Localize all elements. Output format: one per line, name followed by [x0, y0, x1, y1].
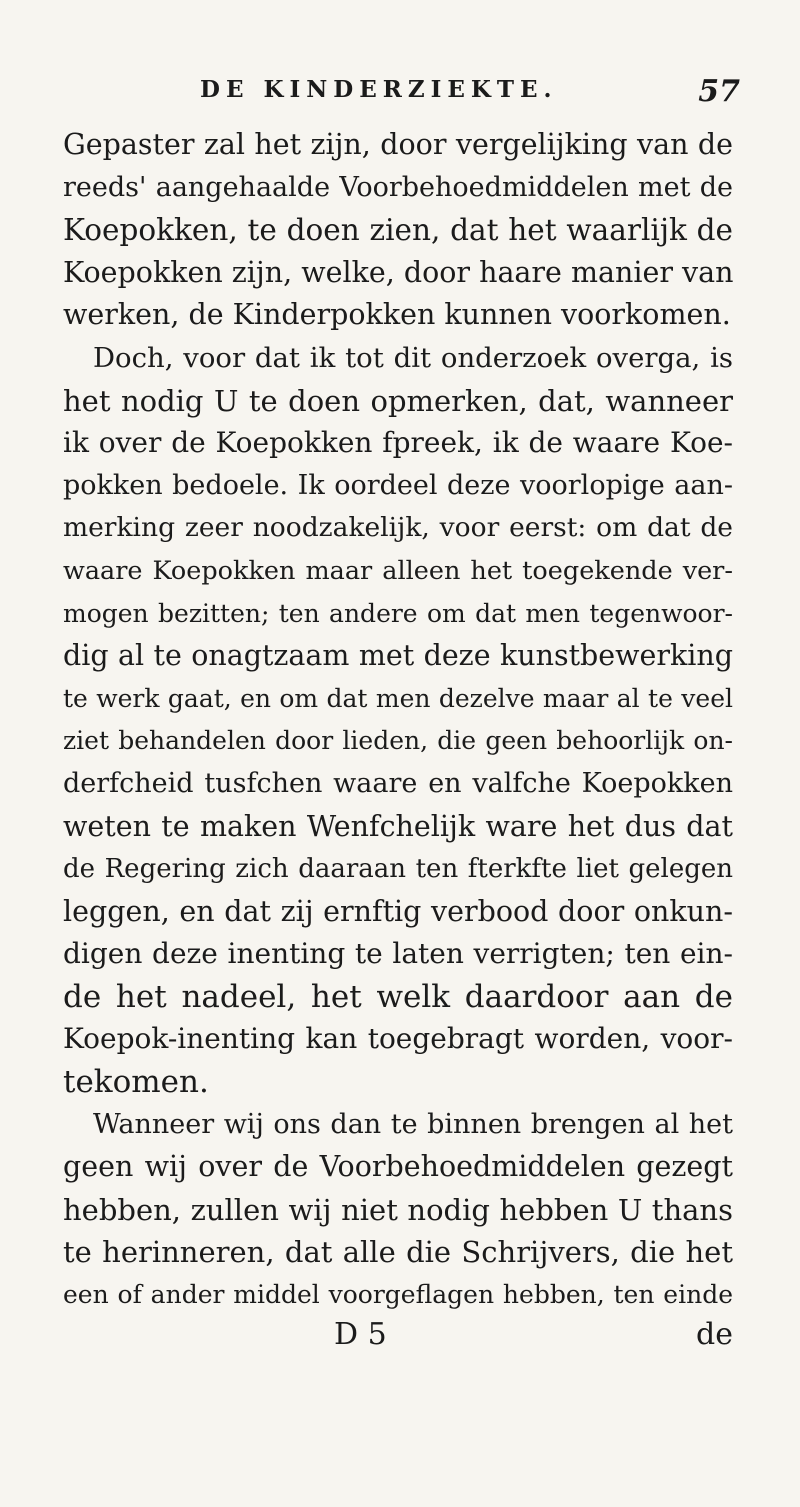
text-line: waare Koepokken maar alleen het toegekende ver- [63, 555, 733, 586]
text-line: een of ander middel voorgeflagen hebben, ten einde [63, 1280, 733, 1310]
text-line: derfcheid tusfchen waare en valfche Koepokken [63, 767, 733, 799]
text-line: Gepaster zal het zijn, door vergelijking van de [63, 128, 733, 161]
text-line: merking zeer noodzakelijk, voor eerst: om dat de [63, 512, 733, 544]
text-line: geen wij over de Voorbehoedmiddelen gezegt [63, 1150, 733, 1184]
text-line: leggen, en dat zij ernftig verbood door onkun- [63, 894, 733, 928]
text-line: ziet behandelen door lieden, die geen behoorlijk on- [63, 726, 733, 756]
text-line: Doch, voor dat ik tot dit onderzoek overga, is [93, 341, 733, 374]
signature-mark: D 5 [334, 1317, 387, 1352]
text-line: te herinneren, dat alle die Schrijvers, die het [63, 1235, 733, 1270]
text-line: dig al te onagtzaam met deze kunstbewerking [63, 639, 733, 673]
text-line: ik over de Koepokken fpreek, ik de waare Koe- [63, 426, 733, 460]
page-number: 57 [698, 74, 740, 109]
running-title: DE KINDERZIEKTE. [200, 76, 558, 103]
page-footer [63, 1314, 733, 1356]
catchword: de [696, 1317, 733, 1352]
text-line: het nodig U te doen opmerken, dat, wanneer [63, 383, 733, 418]
text-line: de Regering zich daaraan ten fterkfte liet gelegen [63, 854, 733, 885]
text-line: hebben, zullen wij niet nodig hebben U thans [63, 1192, 733, 1227]
text-line: Wanneer wij ons dan te binnen brengen al het [93, 1108, 733, 1140]
text-line: Koepok-inenting kan toegebragt worden, voor- [63, 1022, 733, 1056]
text-line: werken, de Kinderpokken kunnen voorkomen. [63, 298, 731, 332]
text-line: digen deze inenting te laten verrigten; ten ein- [63, 937, 733, 971]
text-line: reeds' aangehaalde Voorbehoedmiddelen met de [63, 171, 733, 203]
text-line: pokken bedoele. Ik oordeel deze voorlopige aan- [63, 469, 733, 501]
text-line: mogen bezitten; ten andere om dat men tegenwoor- [63, 598, 733, 628]
text-line: Koepokken zijn, welke, door haare manier van [63, 255, 733, 289]
body-text [63, 124, 733, 1317]
text-line: weten te maken Wenfchelijk ware het dus dat [63, 809, 733, 843]
text-line: tekomen. [63, 1064, 209, 1101]
running-head [120, 76, 740, 116]
text-line: Koepokken, te doen zien, dat het waarlijk de [63, 213, 733, 248]
text-line: de het nadeel, het welk daardoor aan de [63, 978, 733, 1015]
text-line: te werk gaat, en om dat men dezelve maar al te veel [63, 683, 733, 713]
